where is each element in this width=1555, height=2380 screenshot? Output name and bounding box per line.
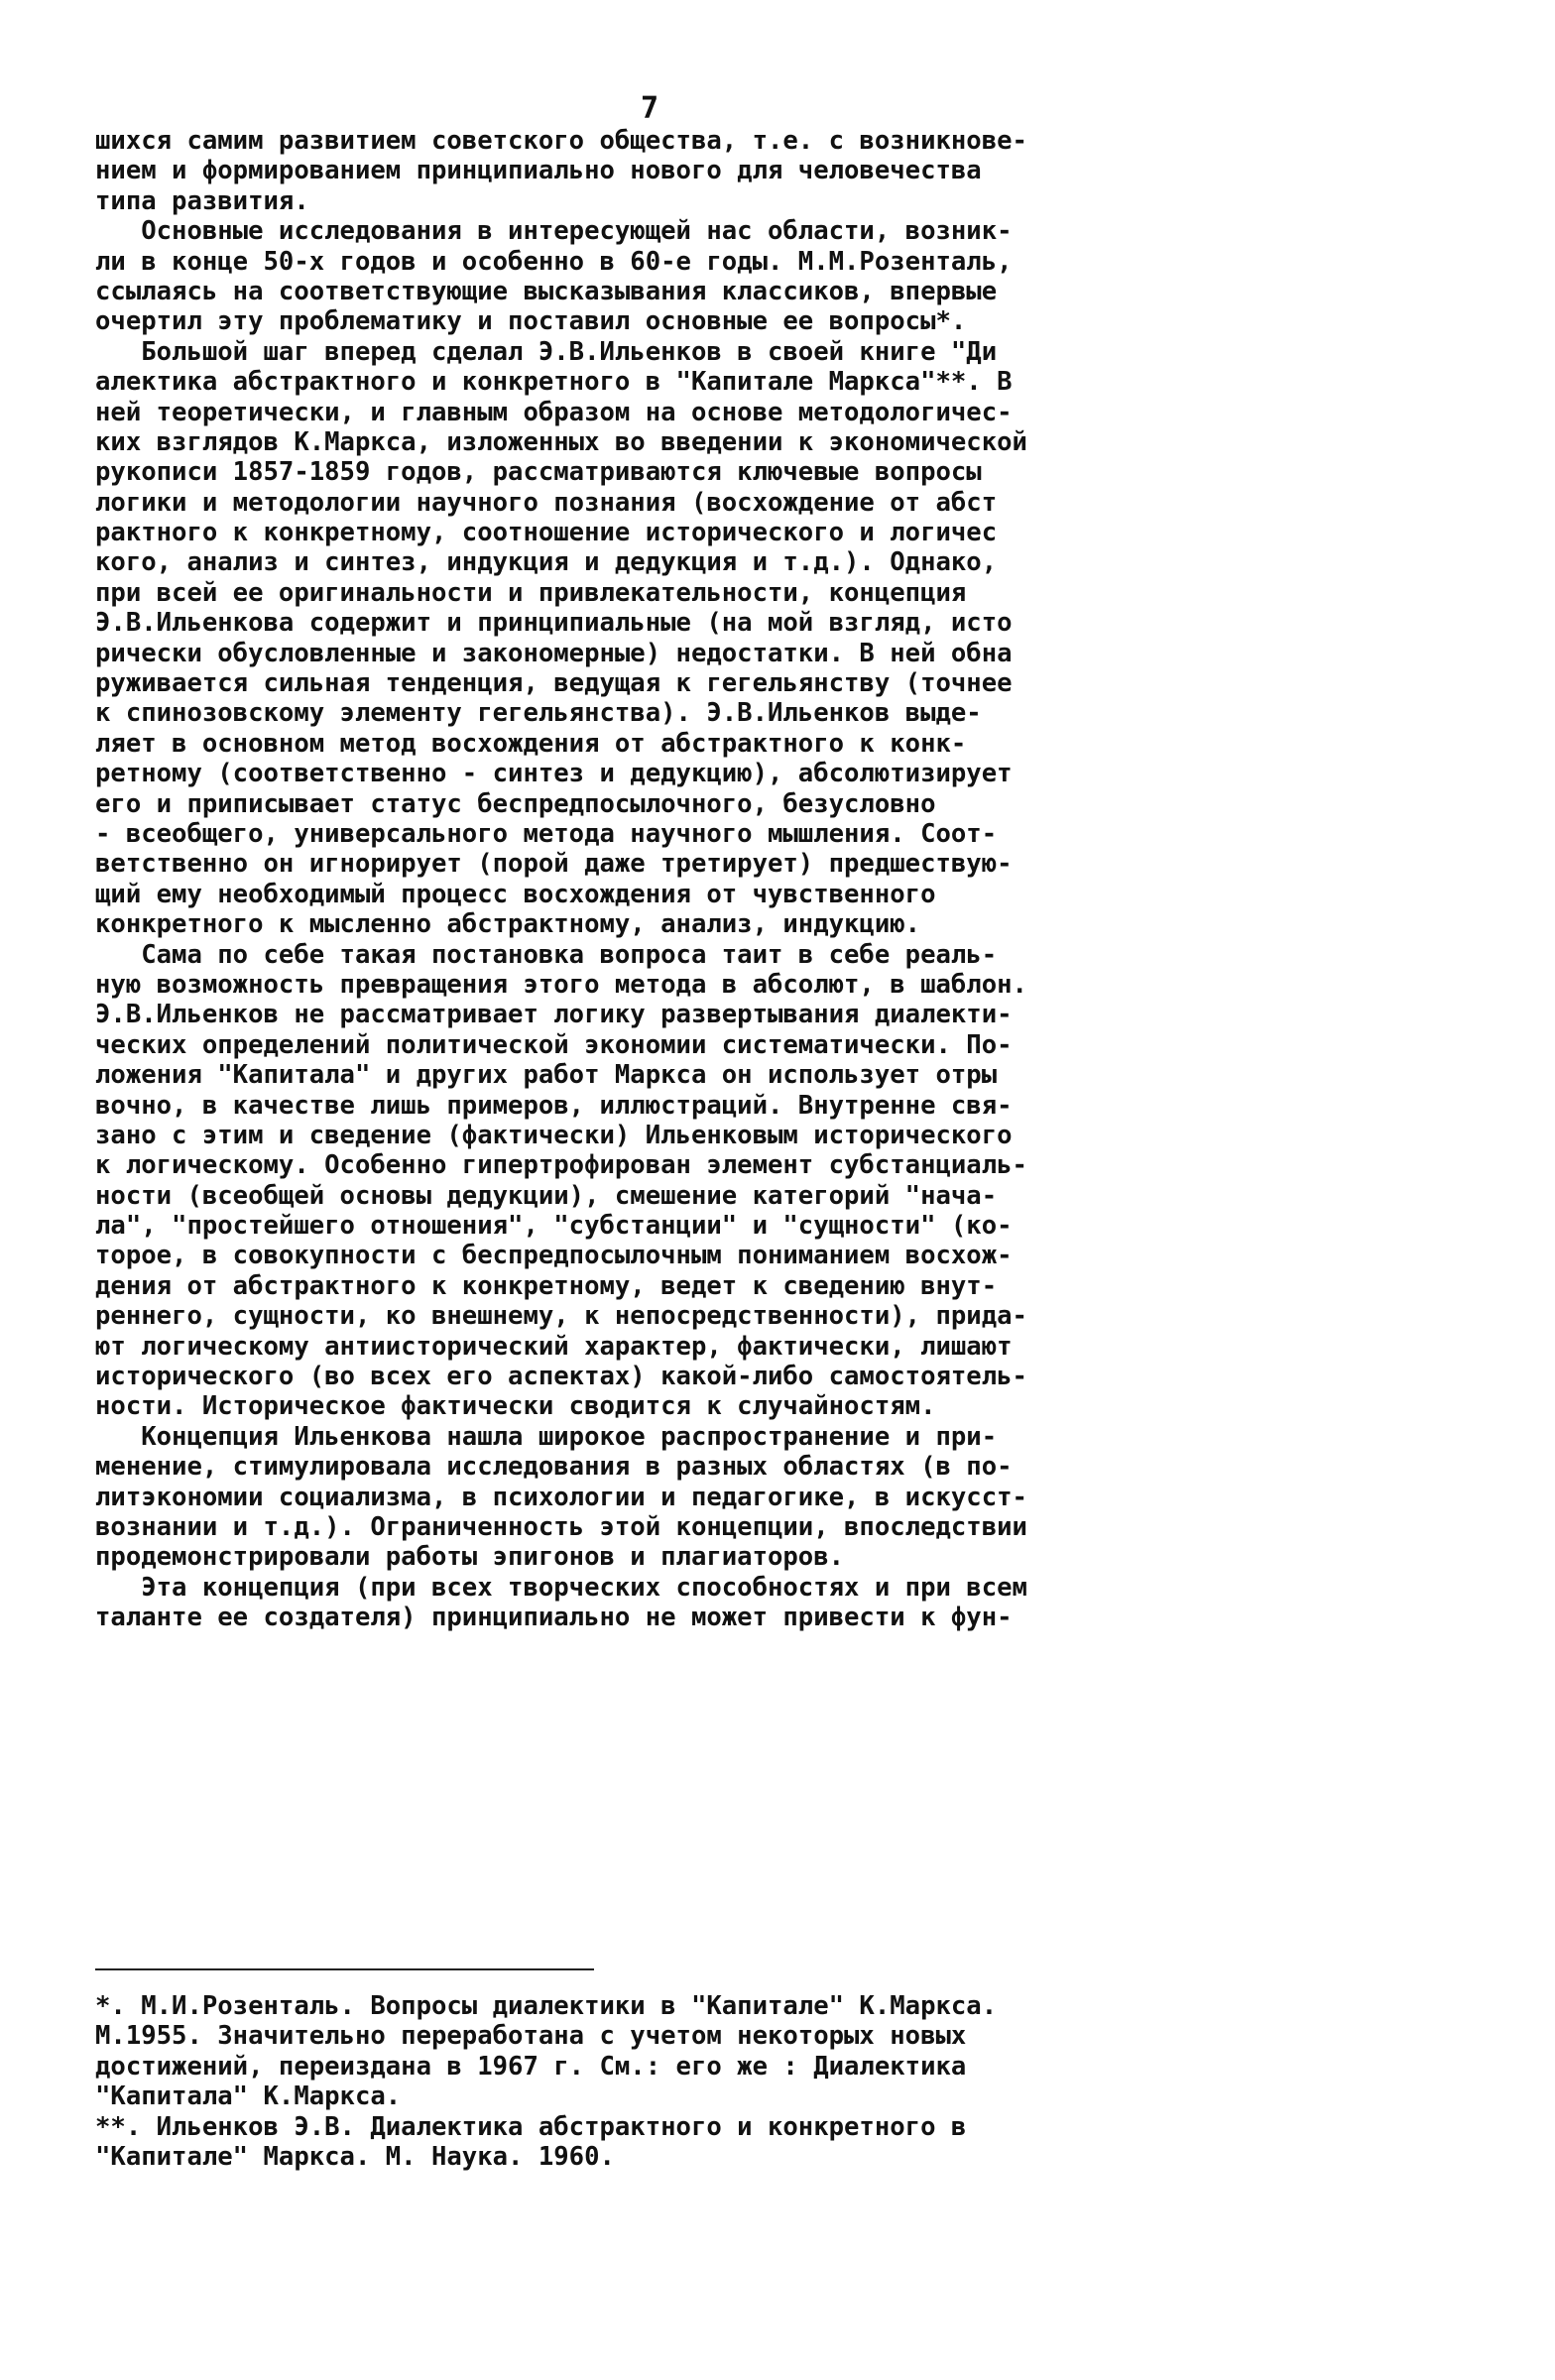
body-line: зано с этим и сведение (фактически) Ильенковым исторического [95, 1120, 1013, 1150]
body-line: ли в конце 50-х годов и особенно в 60-е годы. М.М.Розенталь, [95, 246, 1013, 277]
body-line: ней теоретически, и главным образом на основе методологичес- [95, 397, 1013, 427]
body-line: ют логическому антиисторический характер, фактически, лишают [95, 1331, 1013, 1362]
body-line: ких взглядов К.Маркса, изложенных во введении к экономической [95, 426, 1027, 457]
body-line: к логическому. Особенно гипертрофирован элемент субстанциаль- [95, 1150, 1027, 1181]
footnote-line: "Капитале" Маркса. М. Наука. 1960. [95, 2141, 615, 2172]
footnote-line: достижений, переиздана в 1967 г. См.: его же : Диалектика [95, 2051, 967, 2082]
body-line: ссылаясь на соответствующие высказывания классиков, впервые [95, 276, 998, 306]
body-line: реннего, сущности, ко внешнему, к непосредственности), прида- [95, 1301, 1027, 1332]
body-line: вознании и т.д.). Ограниченность этой концепции, впоследствии [95, 1511, 1027, 1542]
body-line: ложения "Капитала" и других работ Маркса он использует отры [95, 1060, 998, 1091]
body-line: ности. Историческое фактически сводится к случайностям. [95, 1391, 936, 1422]
body-line: руживается сильная тенденция, ведущая к гегельянству (точнее [95, 668, 1013, 699]
body-line: Сама по себе такая постановка вопроса таит в себе реаль- [95, 939, 998, 970]
body-line: к спинозовскому элементу гегельянства). Э.В.Ильенков выде- [95, 698, 982, 729]
body-line: торое, в совокупности с беспредпосылочным пониманием восхож- [95, 1241, 1013, 1271]
body-line: литэкономии социализма, в психологии и педагогике, в искусст- [95, 1482, 1027, 1512]
body-line: логики и методологии научного познания (восхождение от абст [95, 487, 998, 518]
body-line: Э.В.Ильенкова содержит и принципиальные (на мой взгляд, исто [95, 608, 1013, 639]
body-line: ла", "простейшего отношения", "субстанции" и "сущности" (ко- [95, 1211, 1013, 1242]
footnote-separator [95, 1968, 594, 1970]
body-line: - всеобщего, универсального метода научного мышления. Соот- [95, 818, 998, 849]
body-line: щий ему необходимый процесс восхождения от чувственного [95, 879, 936, 909]
body-line: ветственно он игнорирует (порой даже третирует) предшествую- [95, 849, 1013, 880]
body-line: кого, анализ и синтез, индукция и дедукция и т.д.). Однако, [95, 547, 998, 578]
body-line: продемонстрировали работы эпигонов и плагиаторов. [95, 1542, 845, 1573]
footnote-line: М.1955. Значительно переработана с учетом некоторых новых [95, 2021, 967, 2052]
body-text [95, 126, 1464, 1633]
body-line: дения от абстрактного к конкретному, ведет к сведению внут- [95, 1270, 998, 1301]
body-line: его и приписывает статус беспредпосылочного, безусловно [95, 788, 936, 819]
footnotes [95, 1991, 1464, 2172]
body-line: Э.В.Ильенков не рассматривает логику развертывания диалекти- [95, 1000, 1013, 1030]
body-line: Концепция Ильенкова нашла широкое распространение и при- [95, 1421, 998, 1452]
body-line: вочно, в качестве лишь примеров, иллюстраций. Внутренне свя- [95, 1090, 1013, 1121]
page-number: 7 [640, 91, 659, 126]
body-line: Большой шаг вперед сделал Э.В.Ильенков в своей книге "Ди [95, 336, 998, 367]
body-line: ляет в основном метод восхождения от абстрактного к конк- [95, 728, 967, 759]
body-line: исторического (во всех его аспектах) какой-либо самостоятель- [95, 1362, 1027, 1392]
body-line: Основные исследования в интересующей нас области, возник- [95, 216, 1013, 247]
footnote-line: "Капитала" К.Маркса. [95, 2082, 402, 2112]
body-line: Эта концепция (при всех творческих способностях и при всем [95, 1572, 1027, 1603]
body-line: шихся самим развитием советского общества, т.е. с возникнове- [95, 126, 1027, 156]
body-line: таланте ее создателя) принципиально не может привести к фун- [95, 1603, 1013, 1633]
body-line: менение, стимулировала исследования в разных областях (в по- [95, 1452, 1013, 1483]
body-line: ретному (соответственно - синтез и дедукцию), абсолютизирует [95, 759, 1013, 789]
footnote-line: *. М.И.Розенталь. Вопросы диалектики в "Капитале" К.Маркса. [95, 1991, 998, 2021]
body-line: типа развития. [95, 185, 309, 216]
body-line: нием и формированием принципиально нового для человечества [95, 156, 982, 186]
body-line: конкретного к мысленно абстрактному, анализ, индукцию. [95, 909, 921, 940]
body-line: ности (всеобщей основы дедукции), смешение категорий "нача- [95, 1180, 998, 1211]
body-line: рактного к конкретному, соотношение исторического и логичес [95, 518, 998, 548]
body-line: рукописи 1857-1859 годов, рассматриваются ключевые вопросы [95, 457, 982, 488]
body-line: ческих определений политической экономии систематически. По- [95, 1029, 1013, 1060]
body-line: при всей ее оригинальности и привлекательности, концепция [95, 577, 967, 608]
body-line: очертил эту проблематику и поставил основные ее вопросы*. [95, 306, 967, 337]
footnote-line: **. Ильенков Э.В. Диалектика абстрактного и конкретного в [95, 2111, 967, 2142]
body-line: ную возможность превращения этого метода в абсолют, в шаблон. [95, 969, 1027, 1000]
body-line: рически обусловленные и закономерные) недостатки. В ней обна [95, 638, 1013, 668]
body-line: алектика абстрактного и конкретного в "Капитале Маркса"**. В [95, 367, 1013, 398]
